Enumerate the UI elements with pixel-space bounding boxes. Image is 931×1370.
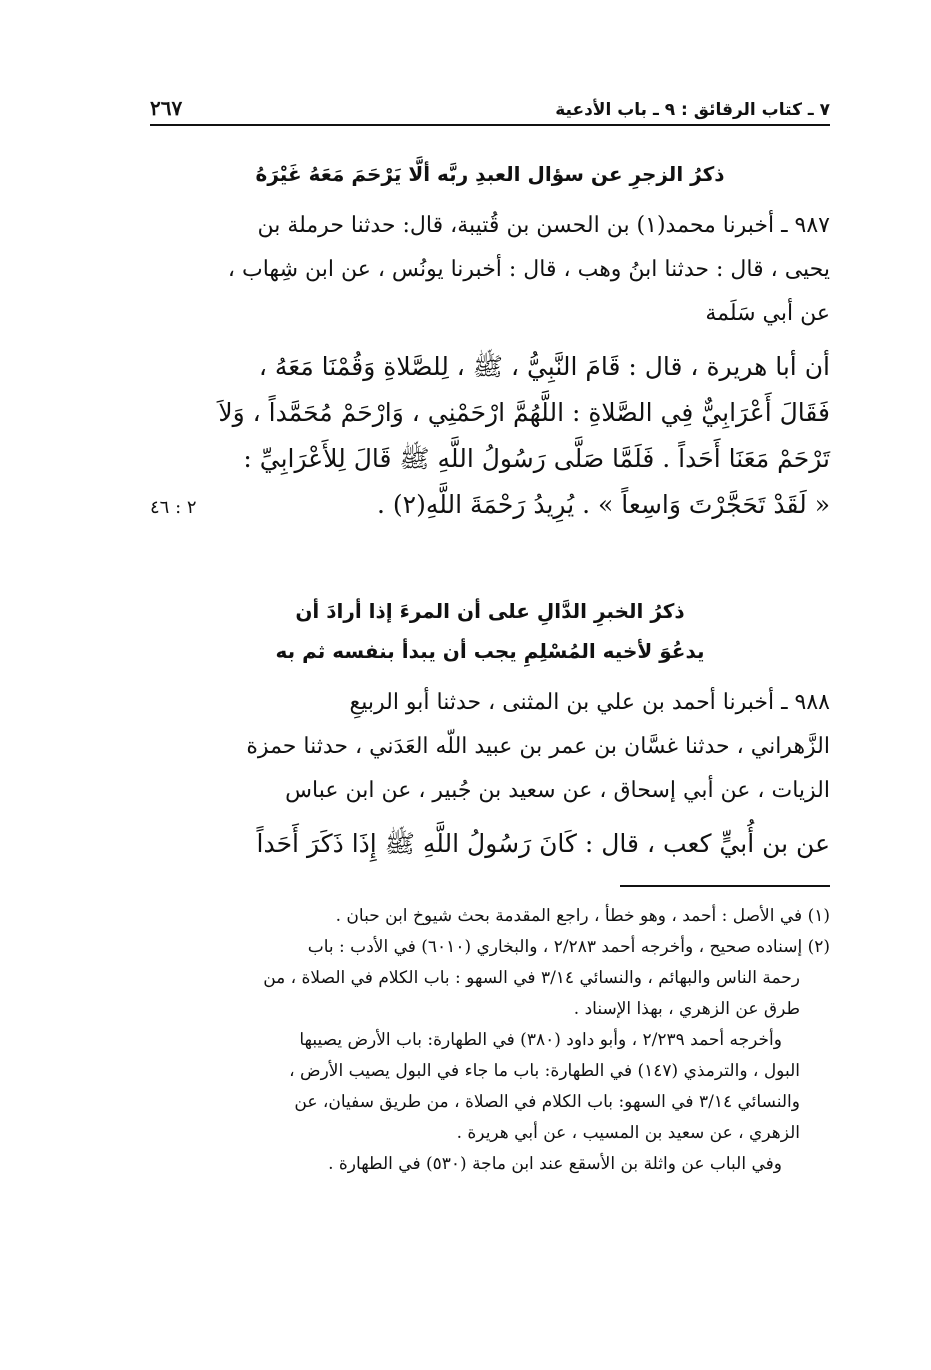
hadith-987-matn: [150, 344, 830, 531]
section-heading-987: ذكرُ الزجرِ عن سؤال العبدِ ربَّه ألَّا يَرْحَمَ مَعَهُ غَيْرَهُ: [255, 162, 725, 186]
footnotes: [150, 901, 830, 1180]
matn-last-line: [150, 482, 830, 531]
page-number: ٢٦٧: [150, 96, 183, 120]
running-title: ٧ ـ كتاب الرقائق : ٩ ـ باب الأدعية: [555, 100, 830, 120]
matn-line: تَرْحَمْ مَعَنَا أَحَداً . فَلَمَّا صَلَّى رَسُولُ اللَّهِ ﷺ قَالَ لِلأَعْرَابِيِّ :: [243, 444, 830, 473]
matn-line: أن أبا هريرة ، قال : قَامَ النَّبِيُّ ، ﷺ ، لِلصَّلاةِ وَقُمْنَا مَعَهُ ،: [258, 352, 830, 381]
footnote-2-line: طرق عن الزهري ، بهذا الإسناد .: [573, 999, 800, 1019]
isnad-line: عن أبي سَلَمة: [705, 301, 830, 326]
isnad-line: الزَّهراني ، حدثنا غسَّان بن عمر بن عبيد اللّه العَدَني ، حدثنا حمزة: [246, 734, 830, 759]
footnote-2-line: والنسائي ٣/١٤ في السهو: باب الكلام في الصلاة ، من طريق سفيان، عن: [294, 1092, 800, 1112]
hadith-988-isnad: [150, 681, 830, 813]
heading-line: يدعُوَ لأخيه المُسْلِمِ يجب أن يبدأ بنفسه ثم به: [275, 639, 705, 663]
source-reference: ٢ : ٤٦: [150, 497, 197, 518]
footnote-2-line: البول ، والترمذي (١٤٧) في الطهارة: باب ما جاء في البول يصيب الأرض ،: [289, 1061, 800, 1081]
matn-line: عن بن أُبيٍّ كعب ، قال : كَانَ رَسُولُ اللَّهِ ﷺ إِذَا ذَكَرَ أَحَداً: [256, 829, 830, 858]
heading-line: ذكرُ الخبرِ الدَّالِ على أن المرءَ إذا أرادَ أن: [295, 599, 685, 623]
matn-line: « لَقَدْ تَحَجَّرْتَ وَاسِعاً » . يُرِيدُ رَحْمَةَ اللَّهِ(٢) .: [376, 490, 830, 519]
matn-line: فَقَالَ أَعْرَابِيٌّ فِي الصَّلاةِ : اللَّهُمَّ ارْحَمْنِي ، وَارْحَمْ مُحَمَّداً ، وَلاَ: [218, 398, 830, 427]
footnote-2-line: وفي الباب عن واثلة بن الأسقع عند ابن ماجة (٥٣٠) في الطهارة .: [328, 1154, 782, 1174]
footnote-2: (٢) إسناده صحيح ، وأخرجه أحمد ٢/٢٨٣ ، والبخاري (٦٠١٠) في الأدب : باب: [307, 937, 830, 957]
isnad-line: ٩٨٧ ـ أخبرنا محمد(١) بن الحسن بن قُتيبة، قال: حدثنا حرملة بن: [257, 213, 830, 238]
hadith-987-isnad: [150, 204, 830, 336]
footnote-2-line: الزهري ، عن سعيد بن المسيب ، عن أبي هريرة .: [456, 1123, 800, 1143]
footnote-1: (١) في الأصل : أحمد ، وهو خطأ ، راجع المقدمة بحث شيوخ ابن حبان .: [335, 906, 830, 926]
isnad-line: ٩٨٨ ـ أخبرنا أحمد بن علي بن المثنى ، حدثنا أبو الربيعِ: [349, 690, 830, 715]
hadith-988-matn: [150, 821, 830, 867]
footnote-2-line: رحمة الناس والبهائم ، والنسائي ٣/١٤ في السهو : باب الكلام في الصلاة ، من: [263, 968, 800, 988]
section-heading-988: [150, 591, 830, 671]
book-page: [150, 80, 830, 1180]
isnad-line: الزيات ، عن أبي إسحاق ، عن سعيد بن جُبير ، عن ابن عباس: [285, 778, 830, 803]
footnote-separator: [620, 885, 830, 887]
page-header: [150, 80, 830, 126]
isnad-line: يحيى ، قال : حدثنا ابنُ وهب ، قال : أخبرنا يونُس ، عن ابن شِهاب ،: [227, 257, 830, 282]
footnote-2-line: وأخرجه أحمد ٢/٢٣٩ ، وأبو داود (٣٨٠) في الطهارة: باب الأرض يصيبها: [299, 1030, 782, 1050]
